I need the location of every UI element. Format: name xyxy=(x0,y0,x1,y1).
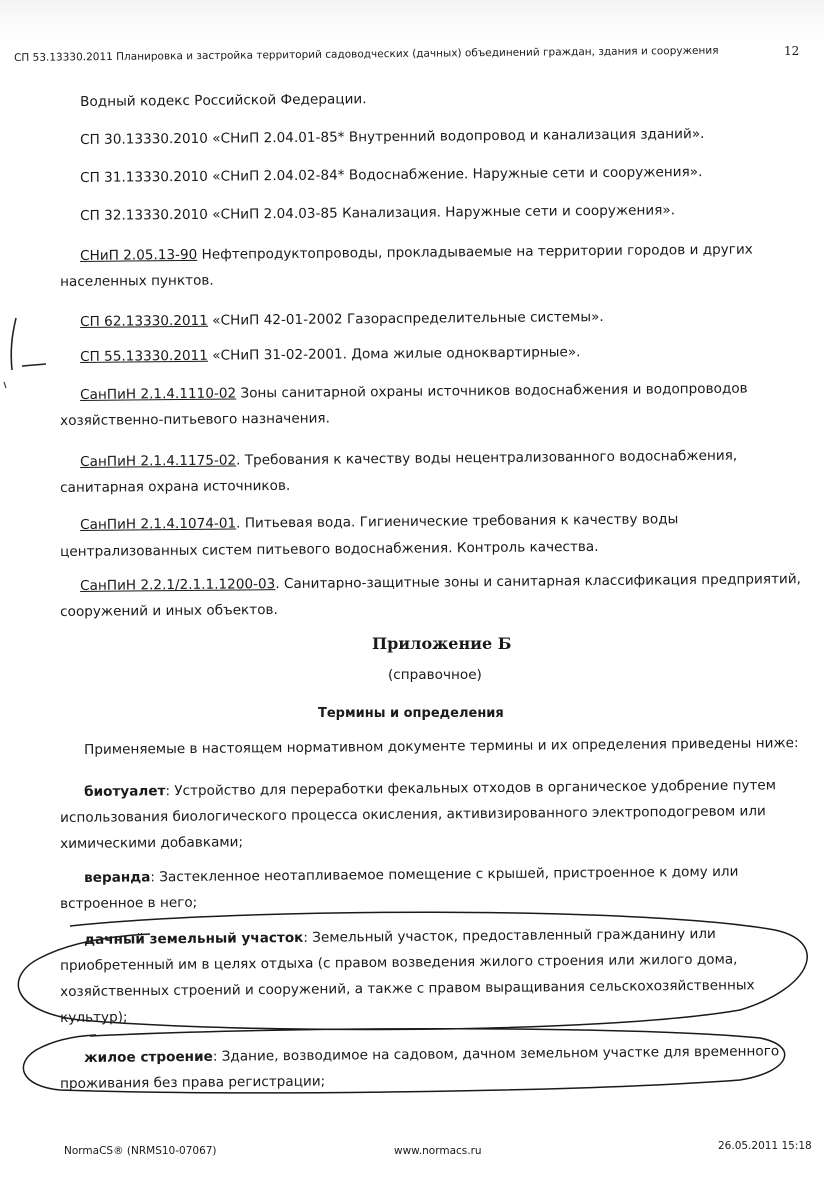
term-biotoilet-cont: использования биологического процесса окисления, активизированного электроподогревом или xyxy=(60,803,766,826)
footer-left: NormaCS® (NRMS10-07067) xyxy=(64,1145,217,1157)
ref-link[interactable]: СанПиН 2.1.4.1175-02 xyxy=(80,452,237,470)
handwritten-oval-dacha xyxy=(0,900,824,1040)
term-dacha-plot-cont: культур); xyxy=(60,1009,128,1026)
ref-link[interactable]: СП 62.13330.2011 xyxy=(80,312,209,330)
terms-intro: Применяемые в настоящем нормативном документе термины и их определения приведены ниже: xyxy=(84,735,799,758)
term-veranda-cont: встроенное в него; xyxy=(60,894,198,912)
footer-timestamp: 26.05.2011 15:18 xyxy=(718,1140,812,1152)
ref-sanpin-1200-cont: сооружений и иных объектов. xyxy=(60,601,278,620)
ref-link[interactable]: СП 55.13330.2011 xyxy=(80,347,209,365)
term-biotoilet: биотуалет: Устройство для переработки фекальных отходов в органическое удобрение путем xyxy=(84,777,777,800)
ref-link[interactable]: СанПиН 2.1.4.1110-02 xyxy=(80,385,237,403)
appendix-subtitle: (справочное) xyxy=(388,667,482,683)
appendix-title: Приложение Б xyxy=(372,634,512,653)
ref-sanpin-1074: СанПиН 2.1.4.1074-01. Питьевая вода. Гигиенические требования к качеству воды xyxy=(80,511,679,533)
ref-sanpin-1074-cont: централизованных систем питьевого водоснабжения. Контроль качества. xyxy=(60,538,599,560)
ref-link[interactable]: СанПиН 2.2.1/2.1.1.1200-03 xyxy=(80,576,276,594)
term-residential-building: жилое строение: Здание, возводимое на садовом, дачном земельном участке для временного xyxy=(84,1043,780,1066)
handwritten-oval-residential xyxy=(0,1020,824,1100)
ref-sanpin-1110: СанПиН 2.1.4.1110-02 Зоны санитарной охраны источников водоснабжения и водопроводов xyxy=(80,380,748,403)
ref-sp32: СП 32.13330.2010 «СНиП 2.04.03-85 Канализация. Наружные сети и сооружения». xyxy=(80,202,676,224)
ref-sanpin-1175-cont: санитарная охрана источников. xyxy=(60,477,291,496)
term-veranda: веранда: Застекленное неотапливаемое помещение с крышей, пристроенное к дому или xyxy=(84,863,739,886)
running-header: СП 53.13330.2011 Планировка и застройка территорий садоводческих (дачных) объединений граждан, здания и сооружения xyxy=(14,44,719,64)
term-biotoilet-cont: химическими добавками; xyxy=(60,834,244,852)
ref-snip-2-05-13-cont: населенных пунктов. xyxy=(60,272,214,290)
ref-sp31: СП 31.13330.2010 «СНиП 2.04.02-84* Водоснабжение. Наружные сети и сооружения». xyxy=(80,164,703,186)
ref-sanpin-1175: СанПиН 2.1.4.1175-02. Требования к качеству воды нецентрализованного водоснабжения, xyxy=(80,447,738,470)
ref-link[interactable]: СанПиН 2.1.4.1074-01 xyxy=(80,515,237,533)
section-title: Термины и определения xyxy=(318,706,504,721)
term-residential-building-cont: проживания без права регистрации; xyxy=(60,1073,326,1092)
ref-sanpin-1200: СанПиН 2.2.1/2.1.1.1200-03. Санитарно-защитные зоны и санитарная классификация предприятий, xyxy=(80,571,802,594)
page-number: 12 xyxy=(784,44,800,58)
handwritten-margin-mark xyxy=(0,310,60,400)
footer-url[interactable]: www.normacs.ru xyxy=(394,1145,482,1157)
term-dacha-plot-cont: приобретенный им в целях отдыха (с правом возведения жилого строения или жилого дома, xyxy=(60,951,738,974)
term-dacha-plot: дачный земельный участок: Земельный участок, предоставленный гражданину или xyxy=(84,925,716,948)
ref-sp55: СП 55.13330.2011 «СНиП 31-02-2001. Дома жилые одноквартирные». xyxy=(80,344,581,365)
ref-sp62: СП 62.13330.2011 «СНиП 42-01-2002 Газораспределительные системы». xyxy=(80,308,604,330)
ref-link[interactable]: СНиП 2.05.13-90 xyxy=(80,246,198,264)
term-dacha-plot-cont: хозяйственных строений и сооружений, а также с правом выращивания сельскохозяйственных xyxy=(60,977,755,1000)
ref-sanpin-1110-cont: хозяйственно-питьевого назначения. xyxy=(60,410,330,429)
scan-edge xyxy=(0,0,824,40)
ref-sp30: СП 30.13330.2010 «СНиП 2.04.01-85* Внутренний водопровод и канализация зданий». xyxy=(80,126,705,148)
ref-water-code: Водный кодекс Российской Федерации. xyxy=(80,91,367,110)
ref-snip-2-05-13: СНиП 2.05.13-90 Нефтепродуктопроводы, прокладываемые на территории городов и других xyxy=(80,241,753,264)
